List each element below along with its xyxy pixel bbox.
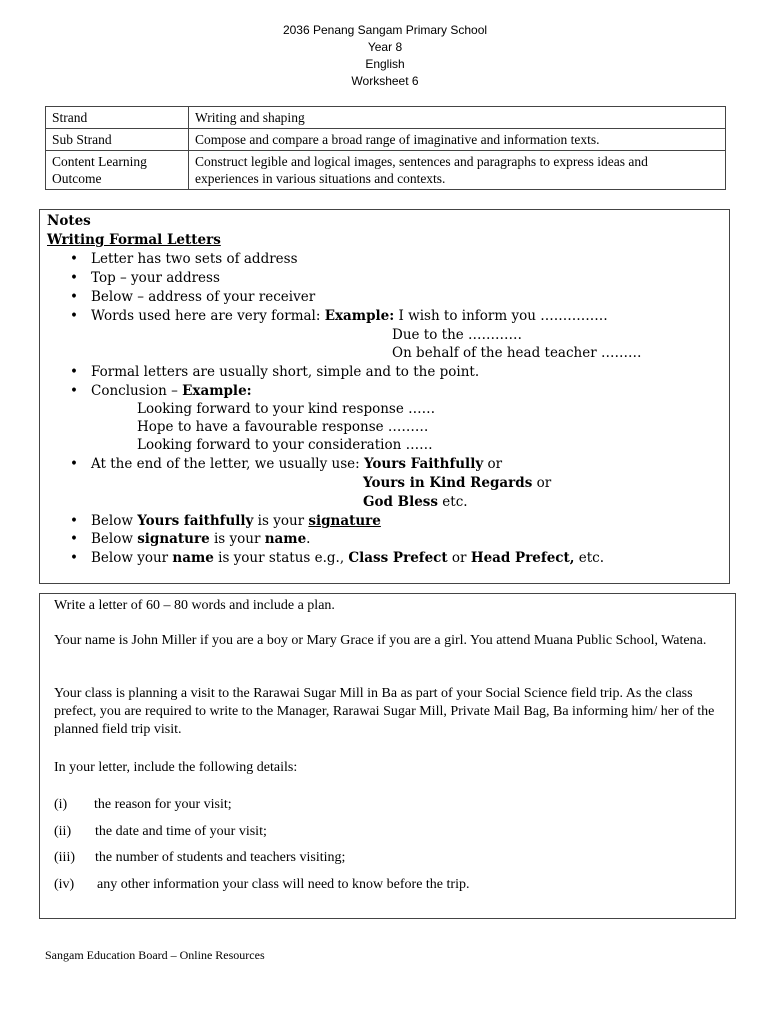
list-item-continuation: Looking forward to your consideration …… [137, 437, 433, 453]
outcome-label [46, 151, 189, 190]
notes-box [39, 209, 730, 584]
subject: English [365, 57, 405, 71]
list-item-continuation: Yours in Kind Regards or [363, 475, 552, 491]
list-item-continuation: Looking forward to your kind response …… [137, 401, 436, 417]
task-paragraph: Your name is John Miller if you are a boy or Mary Grace if you are a girl. You attend Muana Public School, Watena. [54, 633, 707, 648]
list-item: • Below your name is your status e.g., Class Prefect or Head Prefect, etc. [70, 550, 605, 566]
year-level: Year 8 [367, 40, 403, 54]
footer: Sangam Education Board – Online Resources [45, 948, 265, 962]
list-item: • At the end of the letter, we usually use: Yours Faithfully or [70, 456, 503, 472]
sub-strand-label: Sub Strand [46, 129, 189, 151]
outcome-label-line1: Content Learning [52, 154, 147, 169]
list-item-continuation: On behalf of the head teacher ……… [392, 345, 642, 361]
list-item-continuation: Due to the ………… [392, 327, 523, 343]
outcome-value-line2: experiences in various situations and contexts. [195, 171, 446, 186]
table-row [46, 151, 726, 190]
task-box: Write a letter of 60 – 80 words and include a plan. Your name is John Miller if you are a boy or Mary Grace if you are a girl. You attend Muana Public School, Watena. Your class is planning a visit to the Rarawai Sugar Mill in Ba as part of your Social Science field trip. As the class prefect, you are required to write to the Manager, Rarawai Sugar Mill, Private Mail Bag, Ba informing him/ her of the planned field trip visit. In your letter, include the following details: (i) the reason for your visit; (ii) the date and time of your visit; (iii) the number of students and teachers visiting; (iv) any other information your class will need to know before the trip. [39, 593, 736, 919]
curriculum-table [45, 106, 726, 190]
strand-value: Writing and shaping [189, 107, 726, 129]
list-item: • Below Yours faithfully is your signature [70, 513, 381, 529]
list-item: • Formal letters are usually short, simple and to the point. [70, 364, 480, 380]
list-item: • Below signature is your name. [70, 531, 311, 547]
notes-title: Writing Formal Letters [47, 232, 221, 248]
outcome-value-line1: Construct legible and logical images, sentences and paragraphs to express ideas and [195, 154, 648, 169]
table-row [46, 107, 726, 129]
list-item-continuation: God Bless etc. [363, 494, 468, 510]
list-item: • Words used here are very formal: Example: I wish to inform you …………… [70, 308, 608, 324]
list-item: • Below – address of your receiver [70, 289, 316, 305]
task-instruction: Write a letter of 60 – 80 words and include a plan. [54, 598, 335, 613]
outcome-label-line2: Outcome [52, 171, 102, 186]
document-header [0, 22, 770, 90]
strand-label: Strand [46, 107, 189, 129]
list-item: • Conclusion – Example: [70, 383, 252, 399]
list-item: • Top – your address [70, 270, 220, 286]
sub-strand-value: Compose and compare a broad range of imaginative and information texts. [189, 129, 726, 151]
table-row [46, 129, 726, 151]
list-item-continuation: Hope to have a favourable response ……… [137, 419, 429, 435]
worksheet-title: Worksheet 6 [351, 74, 419, 88]
outcome-value [189, 151, 726, 190]
task-paragraph: Your class is planning a visit to the Rarawai Sugar Mill in Ba as part of your Social Science field trip. As the class prefect, you are required to write to the Manager, Rarawai Sugar Mill, Private Mail Bag, Ba informing him/ her of the planned field trip visit. [54, 686, 715, 737]
school-name: 2036 Penang Sangam Primary School [282, 23, 488, 37]
list-item: • Letter has two sets of address [70, 251, 298, 267]
notes-heading: Notes [47, 213, 91, 229]
task-paragraph: In your letter, include the following details: [54, 760, 298, 775]
